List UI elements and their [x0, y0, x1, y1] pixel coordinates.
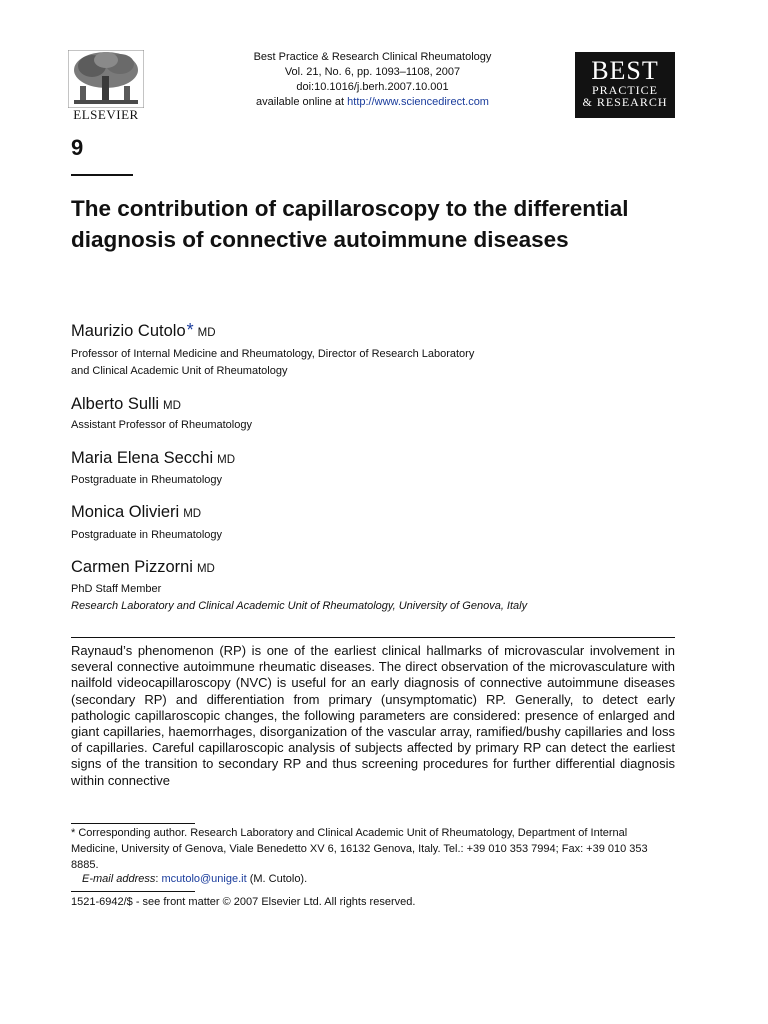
- journal-info: [210, 50, 535, 110]
- abstract-rule: [71, 637, 675, 638]
- issn-rule: [71, 891, 195, 892]
- institution-line: Research Laboratory and Clinical Academic Unit of Rheumatology, University of Genova, Italy: [71, 600, 528, 612]
- journal-availability: [210, 95, 535, 110]
- chapter-rule: [71, 174, 133, 176]
- author-affiliation: [71, 527, 691, 544]
- abstract-text: Raynaud’s phenomenon (RP) is one of the earliest clinical hallmarks of microvascular involvement in several connective autoimmune rheumatic diseases. The direct observation of the microvasculature with nailfold videocapillaroscopy (NVC) is useful for an early diagnosis of connective autoimmune diseases (secondary RP) and differentiation from primary (unsymptomatic) RP. Generally, to detect early pathologic capillaroscopic changes, the following parameters are considered: presence of enlarged and giant capillaries, haemorrhages, disorganization of the vascular array, ramified/bushy capillaries and loss of capillaries. Careful capillaroscopic analysis of subjects affected by primary RP can detect the earliest signs of the transition to secondary RP and thus screening procedures for further differential diagnosis within connective: [71, 643, 675, 788]
- email-line: [82, 873, 307, 885]
- author-name-text: Maurizio Cutolo: [71, 322, 186, 340]
- author-name-text: Maria Elena Secchi: [71, 449, 214, 467]
- author-affiliation: [71, 472, 691, 489]
- chapter-number: 9: [71, 135, 84, 160]
- author-name: [71, 320, 216, 341]
- email-separator: :: [155, 873, 162, 885]
- corresponding-footnote: [71, 826, 677, 873]
- author-degree: MD: [183, 508, 202, 520]
- affiliation-line: Professor of Internal Medicine and Rheumatology, Director of Research Laboratory: [71, 348, 475, 360]
- journal-name: Best Practice & Research Clinical Rheumatology: [253, 51, 492, 63]
- best-practice-logo: [575, 52, 675, 118]
- article-title: The contribution of capillaroscopy to the differential diagnosis of connective autoimmune diseases: [71, 196, 629, 252]
- author-name: [71, 395, 181, 414]
- author-affiliation: [71, 417, 691, 434]
- author-name: [71, 558, 215, 577]
- affiliation-line: Postgraduate in Rheumatology: [71, 529, 223, 541]
- logo-line-best: BEST: [591, 56, 659, 85]
- corresponding-author-mark[interactable]: *: [186, 320, 194, 340]
- author-degree: MD: [217, 454, 236, 466]
- journal-doi: doi:10.1016/j.berh.2007.10.001: [296, 81, 449, 93]
- footnote-star: *: [71, 827, 76, 839]
- logo-line-research: & RESEARCH: [582, 95, 668, 109]
- email-suffix: (M. Cutolo).: [246, 873, 308, 885]
- author-name-text: Monica Olivieri: [71, 503, 180, 521]
- affiliation-line: Assistant Professor of Rheumatology: [71, 419, 252, 431]
- availability-prefix: available online at: [256, 96, 348, 108]
- author-name-text: Carmen Pizzorni: [71, 558, 193, 576]
- author-name: [71, 503, 201, 522]
- affiliation-line: Postgraduate in Rheumatology: [71, 474, 223, 486]
- author-degree: MD: [197, 327, 216, 339]
- footnote-text: Corresponding author. Research Laboratory and Clinical Academic Unit of Rheumatology, Department of Internal Medicine, University of Genova, Viale Benedetto XV 6, 16132 Genova, Italy. Tel.: +39 010 353 7994; Fax: +39 010 353 8885.: [71, 827, 648, 871]
- publisher-name: ELSEVIER: [73, 107, 139, 122]
- author-name-text: Alberto Sulli: [71, 395, 160, 413]
- email-link[interactable]: mcutolo@unige.it: [161, 873, 247, 885]
- author-degree: MD: [163, 400, 181, 412]
- affiliation-line: PhD Staff Member: [71, 583, 162, 595]
- author-name: [71, 449, 235, 468]
- journal-volume: Vol. 21, No. 6, pp. 1093–1108, 2007: [284, 66, 461, 78]
- affiliation-line: and Clinical Academic Unit of Rheumatology: [71, 365, 288, 377]
- footnote-rule: [71, 823, 195, 824]
- issn-line: 1521-6942/$ - see front matter © 2007 Elsevier Ltd. All rights reserved.: [71, 896, 416, 908]
- author-degree: MD: [196, 563, 215, 575]
- email-label: E-mail address: [82, 873, 156, 885]
- author-affiliation: [71, 581, 691, 615]
- sciencedirect-link[interactable]: http://www.sciencedirect.com: [347, 96, 489, 108]
- author-affiliation: [71, 346, 691, 380]
- logo-line-practice: PRACTICE: [591, 83, 658, 97]
